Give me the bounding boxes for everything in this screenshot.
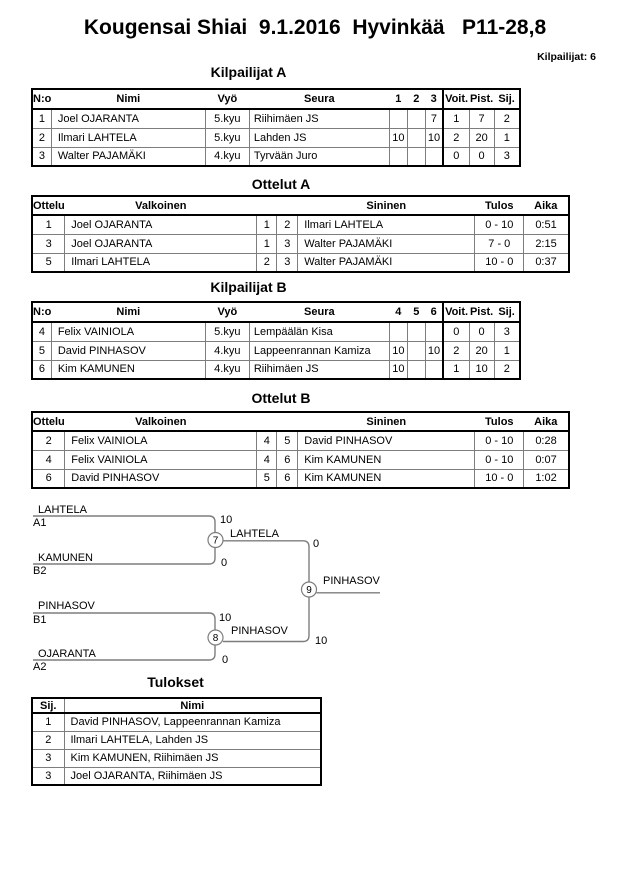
cell-club: Lempäälän Kisa (249, 322, 389, 341)
col-match-header: Ottelu (32, 196, 65, 215)
competitor-row (32, 128, 520, 147)
cell-place: 3 (32, 749, 64, 767)
semi2-top-score: 10 (219, 612, 232, 624)
cell-belt: 4.kyu (205, 147, 249, 166)
cell-wins: 0 (443, 147, 469, 166)
semi1-top-name: LAHTELA (38, 504, 87, 516)
cell-blue-name: Ilmari LAHTELA (298, 215, 475, 234)
cell-blue-no: 2 (277, 215, 298, 234)
match-7-number: 7 (212, 535, 219, 547)
col-white-header: Valkoinen (65, 412, 257, 431)
cell-no: 1 (32, 109, 51, 128)
cell-club: Tyrvään Juro (249, 147, 389, 166)
cell-blue-name: Walter PAJAMÄKI (298, 253, 475, 272)
cell-result: 10 - 0 (475, 253, 524, 272)
col-time-header: Aika (524, 412, 569, 431)
results-header-row (32, 698, 321, 713)
cell-belt: 5.kyu (205, 322, 249, 341)
cell-time: 1:02 (524, 469, 569, 488)
cell-m2 (407, 109, 425, 128)
cell-club: Riihimäen JS (249, 360, 389, 379)
cell-belt: 5.kyu (205, 109, 249, 128)
col-belt-header: Vyö (205, 302, 249, 322)
semi1-top-seed: A1 (33, 517, 47, 529)
cell-time: 0:37 (524, 253, 569, 272)
semi2-winner-name: PINHASOV (231, 625, 288, 637)
competitor-count: Kilpailijat: 6 (537, 51, 596, 63)
cell-points: 7 (469, 109, 494, 128)
competitor-row (32, 322, 520, 341)
col-club-header: Seura (249, 89, 389, 109)
elimination-bracket (0, 495, 430, 680)
col-white-header: Valkoinen (65, 196, 257, 215)
semi2-top-seed: B1 (33, 614, 47, 626)
col-time-header: Aika (524, 196, 569, 215)
cell-white-name: Joel OJARANTA (65, 234, 257, 253)
competitor-row (32, 341, 520, 360)
cell-wins: 2 (443, 128, 469, 147)
cell-blue-no: 6 (277, 450, 298, 469)
result-row (32, 749, 321, 767)
matches-a-title: Ottelut A (251, 176, 311, 192)
matches-b-title: Ottelut B (251, 390, 311, 406)
cell-m2 (407, 341, 425, 360)
col-no-header: N:o (32, 89, 51, 109)
cell-white-name: Felix VAINIOLA (65, 431, 257, 450)
col-result-header: Tulos (475, 412, 524, 431)
col-m3-header: 6 (425, 302, 443, 322)
cell-place: 2 (494, 109, 520, 128)
col-m1-header: 4 (389, 302, 407, 322)
cell-points: 10 (469, 360, 494, 379)
match-row (32, 450, 569, 469)
semi1-winner-name: LAHTELA (230, 528, 279, 540)
cell-white-no: 2 (257, 253, 277, 272)
bracket-line-semi1-top (33, 516, 215, 533)
bracket-line-semi1-winner (223, 541, 309, 582)
competitor-row (32, 109, 520, 128)
cell-name: Kim KAMUNEN (51, 360, 205, 379)
cell-no: 4 (32, 322, 51, 341)
cell-match-no: 2 (32, 431, 65, 450)
cell-belt: 4.kyu (205, 341, 249, 360)
cell-result: 10 - 0 (475, 469, 524, 488)
cell-m1 (389, 109, 407, 128)
final-top-score: 0 (313, 538, 320, 550)
cell-m1 (389, 322, 407, 341)
pool-b-header-row (32, 302, 520, 322)
cell-points: 20 (469, 341, 494, 360)
cell-no: 6 (32, 360, 51, 379)
col-m1-header: 1 (389, 89, 407, 109)
cell-m1 (389, 147, 407, 166)
result-row (32, 767, 321, 785)
cell-white-no: 4 (257, 450, 277, 469)
result-row (32, 731, 321, 749)
cell-wins: 1 (443, 360, 469, 379)
cell-place: 1 (494, 128, 520, 147)
cell-name: Ilmari LAHTELA, Lahden JS (64, 731, 321, 749)
col-m2-header: 5 (407, 302, 425, 322)
col-points-header: Pist. (469, 302, 494, 322)
col-blue-header: Sininen (298, 412, 475, 431)
cell-wins: 0 (443, 322, 469, 341)
cell-white-no: 1 (257, 234, 277, 253)
col-m3-header: 3 (425, 89, 443, 109)
match-row (32, 234, 569, 253)
page-title: Kougensai Shiai 9.1.2016 Hyvinkää P11-28,8 (83, 16, 547, 39)
pool-b-title: Kilpailijat B (210, 279, 287, 295)
cell-m1: 10 (389, 360, 407, 379)
cell-place: 3 (494, 322, 520, 341)
semi2-bottom-score: 0 (222, 654, 229, 666)
match-row (32, 215, 569, 234)
col-result-header: Tulos (475, 196, 524, 215)
cell-wins: 1 (443, 109, 469, 128)
cell-time: 0:28 (524, 431, 569, 450)
cell-blue-name: Kim KAMUNEN (298, 450, 475, 469)
semi2-top-name: PINHASOV (38, 600, 95, 612)
col-name-header: Nimi (64, 698, 321, 713)
cell-white-no: 1 (257, 215, 277, 234)
matches-a-header-row (32, 196, 569, 215)
cell-points: 0 (469, 147, 494, 166)
cell-m2 (407, 322, 425, 341)
results-table (31, 697, 322, 786)
col-match-header: Ottelu (32, 412, 65, 431)
cell-belt: 5.kyu (205, 128, 249, 147)
col-name-header: Nimi (51, 89, 205, 109)
cell-match-no: 1 (32, 215, 65, 234)
cell-time: 2:15 (524, 234, 569, 253)
cell-white-no: 4 (257, 431, 277, 450)
cell-m1: 10 (389, 341, 407, 360)
cell-match-no: 4 (32, 450, 65, 469)
cell-no: 2 (32, 128, 51, 147)
cell-belt: 4.kyu (205, 360, 249, 379)
pool-b-table (31, 301, 521, 380)
cell-blue-no: 3 (277, 253, 298, 272)
cell-blue-no: 3 (277, 234, 298, 253)
col-wins-header: Voit. (443, 302, 469, 322)
semi1-bottom-seed: B2 (33, 565, 47, 577)
match-row (32, 431, 569, 450)
cell-place: 1 (494, 341, 520, 360)
cell-club: Lappeenrannan Kamiza (249, 341, 389, 360)
col-name-header: Nimi (51, 302, 205, 322)
matches-b-header-row (32, 412, 569, 431)
col-place-header: Sij. (494, 302, 520, 322)
final-winner-name: PINHASOV (323, 575, 380, 587)
competitor-row (32, 360, 520, 379)
cell-place: 2 (32, 731, 64, 749)
col-place-header: Sij. (32, 698, 64, 713)
col-m2-header: 2 (407, 89, 425, 109)
cell-result: 0 - 10 (475, 431, 524, 450)
cell-m3: 10 (425, 128, 443, 147)
cell-name: Joel OJARANTA, Riihimäen JS (64, 767, 321, 785)
cell-name: David PINHASOV, Lappeenrannan Kamiza (64, 713, 321, 731)
cell-match-no: 5 (32, 253, 65, 272)
cell-m1: 10 (389, 128, 407, 147)
col-belt-header: Vyö (205, 89, 249, 109)
semi2-bottom-seed: A2 (33, 661, 47, 673)
cell-m3 (425, 360, 443, 379)
semi1-top-score: 10 (220, 514, 233, 526)
cell-place: 1 (32, 713, 64, 731)
results-title: Tulokset (147, 674, 204, 690)
col-bno-header (277, 196, 298, 215)
cell-m3 (425, 147, 443, 166)
cell-m3 (425, 322, 443, 341)
cell-points: 20 (469, 128, 494, 147)
semi1-bottom-score: 0 (221, 557, 228, 569)
result-row (32, 713, 321, 731)
matches-a-table (31, 195, 570, 273)
cell-m2 (407, 360, 425, 379)
cell-m2 (407, 147, 425, 166)
cell-blue-name: Walter PAJAMÄKI (298, 234, 475, 253)
cell-white-name: Felix VAINIOLA (65, 450, 257, 469)
cell-m3: 7 (425, 109, 443, 128)
cell-result: 0 - 10 (475, 450, 524, 469)
final-bottom-score: 10 (315, 635, 328, 647)
cell-time: 0:07 (524, 450, 569, 469)
cell-result: 7 - 0 (475, 234, 524, 253)
matches-b-table (31, 411, 570, 489)
cell-m3: 10 (425, 341, 443, 360)
match-9-number: 9 (306, 585, 312, 596)
cell-name: Kim KAMUNEN, Riihimäen JS (64, 749, 321, 767)
col-wno-header (257, 412, 277, 431)
cell-name: Walter PAJAMÄKI (51, 147, 205, 166)
cell-blue-no: 6 (277, 469, 298, 488)
cell-name: David PINHASOV (51, 341, 205, 360)
col-wins-header: Voit. (443, 89, 469, 109)
cell-time: 0:51 (524, 215, 569, 234)
cell-club: Lahden JS (249, 128, 389, 147)
cell-place: 3 (32, 767, 64, 785)
cell-white-name: Joel OJARANTA (65, 215, 257, 234)
cell-white-no: 5 (257, 469, 277, 488)
cell-white-name: Ilmari LAHTELA (65, 253, 257, 272)
semi2-bottom-name: OJARANTA (38, 648, 96, 660)
cell-wins: 2 (443, 341, 469, 360)
semi1-bottom-name: KAMUNEN (38, 552, 94, 564)
cell-points: 0 (469, 322, 494, 341)
cell-blue-name: Kim KAMUNEN (298, 469, 475, 488)
bracket-line-semi2-top (33, 613, 215, 630)
cell-place: 2 (494, 360, 520, 379)
cell-place: 3 (494, 147, 520, 166)
match-8-number: 8 (212, 633, 219, 644)
cell-name: Ilmari LAHTELA (51, 128, 205, 147)
col-blue-header: Sininen (298, 196, 475, 215)
cell-white-name: David PINHASOV (65, 469, 257, 488)
col-no-header: N:o (32, 302, 51, 322)
pool-a-title: Kilpailijat A (210, 64, 287, 80)
cell-no: 3 (32, 147, 51, 166)
cell-name: Felix VAINIOLA (51, 322, 205, 341)
cell-club: Riihimäen JS (249, 109, 389, 128)
match-row (32, 253, 569, 272)
cell-match-no: 6 (32, 469, 65, 488)
cell-m2 (407, 128, 425, 147)
cell-no: 5 (32, 341, 51, 360)
col-place-header: Sij. (494, 89, 520, 109)
cell-match-no: 3 (32, 234, 65, 253)
col-bno-header (277, 412, 298, 431)
cell-blue-no: 5 (277, 431, 298, 450)
col-points-header: Pist. (469, 89, 494, 109)
pool-a-header-row (32, 89, 520, 109)
cell-result: 0 - 10 (475, 215, 524, 234)
col-club-header: Seura (249, 302, 389, 322)
pool-a-table (31, 88, 521, 167)
match-row (32, 469, 569, 488)
cell-blue-name: David PINHASOV (298, 431, 475, 450)
competitor-row (32, 147, 520, 166)
cell-name: Joel OJARANTA (51, 109, 205, 128)
col-wno-header (257, 196, 277, 215)
